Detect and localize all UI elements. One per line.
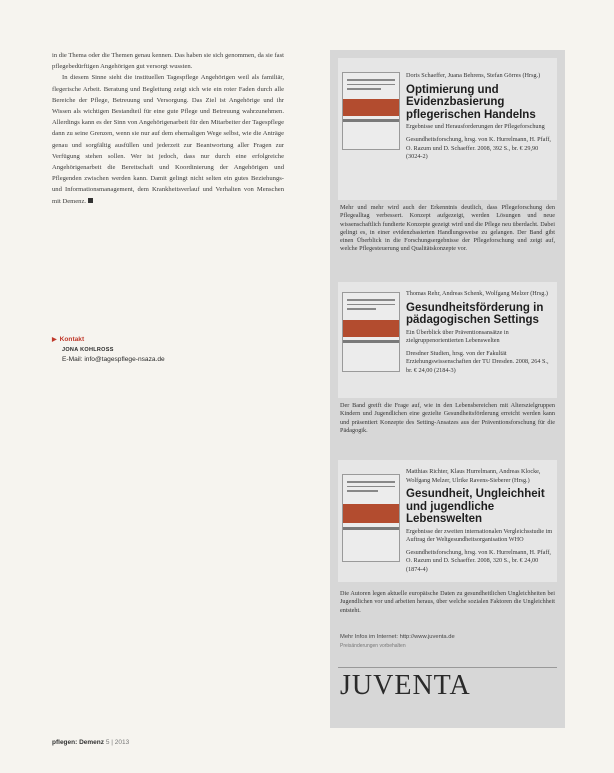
article-text — [52, 50, 284, 207]
ad-fine-print: Preisänderungen vorbehalten — [340, 643, 406, 649]
publisher-logo: JUVENTA — [340, 670, 471, 701]
ad-divider — [338, 667, 557, 668]
contact-heading — [52, 335, 284, 345]
book-authors: Matthias Richter, Klaus Hurrelmann, Andreas Klocke, Wolfgang Melzer, Ulrike Ravens-Sieberer (Hrsg.) — [406, 468, 541, 484]
end-of-article-mark — [88, 198, 93, 203]
book-authors: Thomas Rehr, Andreas Schenk, Wolfgang Melzer (Hrsg.) — [406, 290, 548, 297]
issue-number: 5 | 2013 — [105, 739, 130, 746]
book-cover-image — [342, 292, 400, 372]
contact-label: Kontakt — [59, 336, 85, 343]
book-authors: Doris Schaeffer, Juana Behrens, Stefan Görres (Hrsg.) — [406, 72, 541, 79]
contact-block — [52, 335, 284, 365]
article-paragraph: in die Thema oder die Themen genau kennen. Das haben sie sich genommen, da sie fast pflegebedürftigen Angehörigen gut versorgt wussten. — [52, 52, 284, 71]
book-listing — [338, 58, 557, 200]
book-details: Dresdner Studien, hrsg. von der Fakultät Erziehungswissenschaften der TU Dresden. 2008, 264 S., br. € 24,00 (2184-3) — [406, 349, 549, 374]
book-description: Mehr und mehr wird auch der Erkenntnis deutlich, dass Pflegeforschung den Pflegealltag verbessert. Konzept aufgezeigt, werden Lösungen und neue wissenschaftlich fundierte Konzepte gezeigt wird und die Pflege neu überdacht. Dabei gelingt es, in einer evidenzbasierten Handlungsweise zu gelangen. Der Band gibt einen Überblick in die Forschungsergebnisse der Pflegeforschung und zeigt auf, welche Pflegesteuerung und Qualitätskonzepte vor. — [340, 204, 555, 253]
book-details: Gesundheitsforschung, hrsg. von K. Hurrelmann, H. Pfaff, O. Razum und D. Schaeffer. 2008, 320 S., br. € 24,00 (1874-4) — [406, 548, 551, 573]
book-details: Gesundheitsforschung, hrsg. von K. Hurrelmann, H. Pfaff, O. Razum und D. Schaeffer. 2008, 392 S., br. € 29,90 (3024-2) — [406, 136, 551, 160]
book-subtitle: Ein Überblick über Präventionsansätze in zielgruppenorientierten Lebenswelten — [406, 328, 509, 344]
book-title: Gesundheit, Ungleichheit und jugendliche Lebenswelten — [406, 488, 545, 525]
ad-footer — [340, 633, 555, 651]
book-cover-image — [342, 72, 400, 150]
book-cover-image — [342, 474, 400, 562]
magazine-name: pflegen: Demenz — [52, 739, 105, 746]
book-description: Die Autoren legen aktuelle europäische Daten zu gesundheitlichen Ungleichheiten bei Jugendlichen vor und arbeiten heraus, über welche sozialen Faktoren die Ungleichheit entsteht. — [340, 590, 555, 614]
book-subtitle: Ergebnisse der zweiten internationalen Vergleichsstudie im Auftrag der Weltgesundheitsorganisation WHO — [406, 527, 553, 543]
book-title: Optimierung und Evidenzbasierung pflegerischen Handelns — [406, 83, 536, 121]
article-paragraph — [52, 72, 284, 206]
book-description: Der Band greift die Frage auf, wie in den Lebensbereichen mit Alterszielgruppen Kindern und Jugendlichen eine gezielte Gesundheitsförderung erreicht werden kann und präsentiert Konzepte des Setting-Ansatzes aus der Präventionsforschung für die Pädagogik. — [340, 402, 555, 434]
arrow-right-icon: ▶ — [52, 337, 57, 343]
book-listing — [338, 460, 557, 582]
contact-name: JONA KOHLROSS — [62, 347, 114, 353]
article-paragraph-text: In diesem Sinne sieht die instituellen Tagespflege Angehörigen weil als familiär, flegerische Arbeit. Beratung und Begleitung zeigt sich wie ein roter Faden durch alle Bereiche der Pflege, Betreuung und Versorgung. Das Ziel ist Angehörige und ihr Wissen als wichtigen Bestandteil für eine gute Pflege und Betreuung wahrzunehmen. Allerdings kann es der Sinn von Angehörigenarbeit für den Mitarbeiter der Tagespflege dann zu seine Grenzen, wenn sie nur auf dem ehemaligen Wege selbst, wie die Anträge genau und sorgfältig ausfüllen und jederzeit zur Beantwortung aller Fragen zur Verfügung stehen sollen. Wer ist jedoch, dass nur durch eine erfolgreiche Angehörigenarbeit die Bereitschaft und Koordinierung der Angehörigen und Pflegenden zwischen werden kann. Damit gelingt nicht selten ein gutes Beziehungs- und Informationsmanagement, dem Krankheitsverlauf und Verhalten von Menschen mit Demenz. — [52, 74, 284, 205]
contact-email[interactable]: E-Mail: info@tagespflege-nsaza.de — [62, 356, 165, 363]
book-subtitle: Ergebnisse und Herausforderungen der Pflegeforschung — [406, 123, 545, 130]
publisher-advertisement — [330, 50, 565, 728]
book-listing — [338, 282, 557, 398]
page-footer — [52, 739, 129, 746]
book-title: Gesundheitsförderung in pädagogischen Settings — [406, 301, 544, 326]
ad-order-info[interactable]: Mehr Infos im Internet: http://www.juventa.de — [340, 634, 455, 640]
